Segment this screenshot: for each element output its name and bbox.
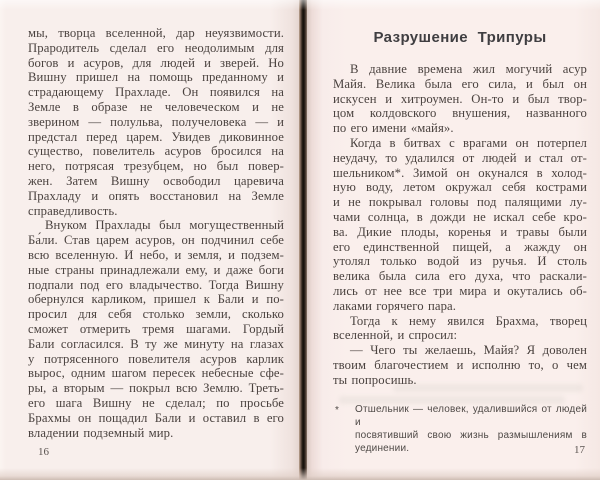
text-line: ную воду, летом окружал себя кострами — [333, 180, 587, 195]
text-line: Тогда к нему явился Брахма, творец — [350, 313, 587, 328]
right-text-column — [333, 62, 587, 388]
book-spine — [299, 0, 307, 480]
text-line: Ба́ли. Став царем асуров, он подчинил себе — [28, 233, 284, 248]
text-line: его единственной пищей, а жажду он — [333, 239, 587, 254]
text-line: сможет отмерить тремя шагами. Гордый — [28, 321, 284, 336]
text-line: лаками горячего пара. — [333, 298, 457, 313]
text-line: жен. Затем Вишну освободил царевича — [28, 173, 284, 188]
text-line: у потрясенного повелителя асуров карлик — [28, 351, 284, 366]
text-line: существо, повелитель асуров бросился на — [28, 144, 284, 159]
text-line: неудачу, то удалился от людей и стал от- — [333, 150, 587, 165]
text-line: зверином — полульва, получеловека — и — [28, 114, 284, 129]
text-line: В давние времена жил могучий асур — [350, 62, 587, 76]
footnote — [333, 403, 587, 455]
text-line: мы, творца вселенной, дар неуязвимости. — [28, 26, 284, 40]
text-line: чами солнца, в дожди не искал себе кро- — [333, 209, 587, 224]
text-line: Брахмы он пощадил Бали и оставил в его — [28, 410, 284, 425]
text-line: Вишну пришел на помощь преданному и — [28, 70, 284, 85]
text-line: Прахладу и опять восстановил на Земле — [28, 188, 284, 203]
text-line: подпали под его владычество. Тогда Вишну — [28, 277, 284, 292]
page-number: 16 — [38, 446, 49, 458]
text-line: велика была сила его духа, что раскали- — [333, 269, 587, 284]
text-line: просил для себя столько земли, сколько — [28, 307, 284, 322]
text-line: его шага Вишну не сделал; по просьбе — [28, 395, 284, 410]
text-line: справедливость. — [28, 203, 118, 218]
text-line: богов и асуров, для людей и зверей. Но — [28, 55, 284, 70]
footnote-line: уединении. — [355, 443, 410, 454]
text-line: вселенной, и спросил: — [333, 328, 458, 343]
text-line: предстал перед царем. Увидев диковинное — [28, 129, 284, 144]
paragraph — [333, 314, 587, 344]
text-line: ты попросишь. — [333, 372, 417, 387]
left-text-column — [28, 26, 284, 440]
text-line: Когда в битвах с врагами он потерпел — [350, 135, 587, 150]
text-line: по его имени «майя». — [333, 121, 454, 136]
paragraph — [333, 343, 587, 387]
text-line: утолял только водой из ручья. И столь — [333, 254, 587, 269]
text-line: страдающему Прахладе. Он появился на — [28, 85, 284, 100]
footnote-marker: * — [335, 405, 340, 416]
footnote-line: посвятивший свою жизнь размышлениям в — [355, 430, 587, 441]
paragraph — [28, 218, 284, 440]
paragraph — [28, 26, 284, 218]
text-line: всю вселенную. И небо, и земля, и подзем- — [28, 247, 284, 262]
text-line: Земле в образе не человеческом и не — [28, 99, 284, 114]
text-line: Майя. Велика была его сила, и был он — [333, 76, 587, 91]
text-line: Бали согласился. В ту же минуту на глазах — [28, 336, 284, 351]
text-line: ры, а вторым — покрыл всю Землю. Треть- — [28, 381, 284, 396]
paragraph — [333, 136, 587, 314]
text-line: вырос, одним шагом пересек небесные сфе- — [28, 366, 284, 381]
paragraph — [333, 62, 587, 136]
text-line: твоим благочестием и исполню то, о чем — [333, 357, 587, 372]
chapter-title: Разрушение Трипуры — [373, 29, 547, 46]
footnote-line: Отшельник — человек, удалившийся от людей и — [355, 404, 587, 428]
page-show-through — [393, 384, 583, 392]
right-page — [307, 0, 600, 480]
text-line: ва. Дикие плоды, коренья и травы были — [333, 224, 587, 239]
text-line: Внуком Прахлады был могущественный — [45, 218, 284, 233]
text-line: Прародитель сделал его неодолимым для — [28, 40, 284, 55]
text-line: и не покрывал головы под палящими лу- — [333, 195, 587, 210]
text-line: цом колдовского внушения, названного — [333, 106, 587, 121]
text-line: — Чего ты желаешь, Майя? Я доволен — [350, 343, 587, 358]
text-line: владении подземный мир. — [28, 425, 174, 440]
text-line: шельником*. Зимой он окунался в холод- — [333, 165, 587, 180]
text-line: ные страны принадлежали ему, и даже боги — [28, 262, 284, 277]
text-line: искусен и хитроумен. Он-то и был твор- — [333, 91, 587, 106]
text-line: него, потрясая трезубцем, но был повер- — [28, 159, 284, 174]
text-line: лись от нее все три мира и окутались об- — [333, 283, 587, 298]
text-line: обернулся карликом, пришел к Бали и по- — [28, 292, 284, 307]
page-number: 17 — [574, 444, 585, 456]
